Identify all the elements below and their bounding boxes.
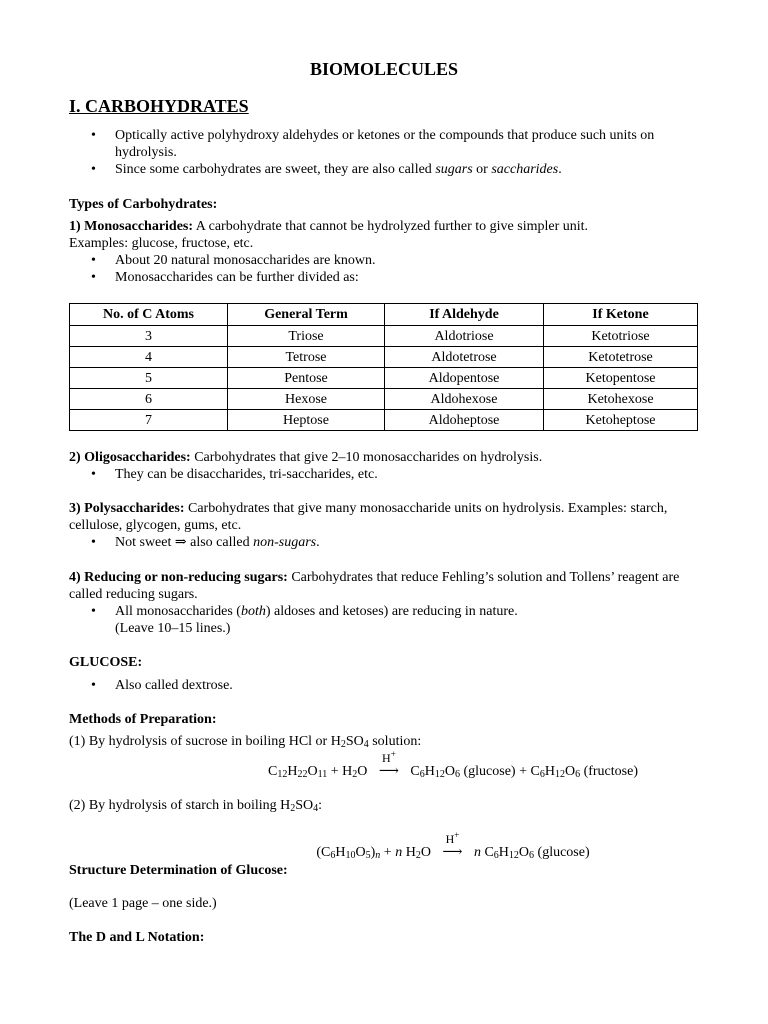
method-1: (1) By hydrolysis of sucrose in boiling HCl or $H_2SO_4$ solution: [69,734,422,750]
list-item: • All monosaccharides (both) aldoses and ketoses) are reducing in nature. (Leave 10–15 lines.) [69,603,699,637]
table-row: 3 Triose Aldotriose Ketotriose [70,326,698,347]
leave-note: (Leave 1 page – one side.) [69,896,217,911]
table-row: 5 Pentose Aldopentose Ketopentose [70,368,698,389]
list-item: • Optically active polyhydroxy aldehydes or ketones or the compounds that produce such units on hydrolysis. [69,127,699,161]
method-2: (2) By hydrolysis of starch in boiling $H_2SO_4$: [69,798,323,814]
page-title: BIOMOLECULES [309,59,459,79]
table-header: If Aldehyde [385,304,544,326]
mono-section: 1) Monosaccharides: A carbohydrate that cannot be hydrolyzed further to give simpler unit. Examples: glucose, fructose, etc. • About 20 natural monosaccharides are known. • Monosaccharides can be further divided as: [69,218,699,286]
glucose-heading: GLUCOSE: [69,655,143,670]
list-item: • Since some carbohydrates are sweet, they are also called sugars or saccharides. [69,161,699,178]
equation-1: $C_{12}H_{22}O_{11} + H_2O$ H+ ⟶ $C_6H_{12}O_6$ $(glucose) + C_6H_{12}O_6$ (fructose) [268,749,638,780]
table-header: General Term [228,304,385,326]
list-item: • Not sweet ⇒ also called non-sugars. [69,534,699,551]
table-header: No. of C Atoms [70,304,228,326]
structure-heading: Structure Determination of Glucose: [69,863,288,878]
table-header: If Ketone [544,304,698,326]
poly-section: 3) Polysaccharides: Carbohydrates that give many monosaccharide units on hydrolysis. Examples: starch, cellulose, glycogen, gums, etc. • Not sweet ⇒ also called non-sugars. [69,500,699,551]
dl-heading: The D and L Notation: [69,930,205,945]
equation-2: $(C_6H_{10}O_5)_n + n$ $H_2O$ H+ ⟶ n $C_6H_{12}O_6$ (glucose) [316,830,590,861]
list-item: • They can be disaccharides, tri-saccharides, etc. [69,466,699,483]
table-row: 7 Heptose Aldoheptose Ketoheptose [70,410,698,431]
table-row: 6 Hexose Aldohexose Ketohexose [70,389,698,410]
list-item: • About 20 natural monosaccharides are known. [69,252,699,269]
reducing-section: 4) Reducing or non-reducing sugars: Carbohydrates that reduce Fehling’s solution and Tollens’ reagent are called reducing sugars. • All monosaccharides (both) aldoses and ketoses) are reducing in nature. (Leave 10–15 lines.) [69,569,699,637]
glucose-list [69,677,699,694]
monosaccharide-table [69,303,699,431]
section-heading: I. CARBOHYDRATES [69,96,249,116]
table-row: 4 Tetrose Aldotetrose Ketotetrose [70,347,698,368]
methods-heading: Methods of Preparation: [69,712,217,727]
reaction-arrow: H+ ⟶ [378,749,399,779]
list-item: • Monosaccharides can be further divided as: [69,269,699,286]
reaction-arrow: H+ ⟶ [442,830,463,860]
types-heading: Types of Carbohydrates: [69,197,218,212]
intro-list [69,127,699,178]
oligo-section: 2) Oligosaccharides: Carbohydrates that give 2–10 monosaccharides on hydrolysis. • They can be disaccharides, tri-saccharides, etc. [69,449,699,483]
list-item: • Also called dextrose. [69,677,699,694]
